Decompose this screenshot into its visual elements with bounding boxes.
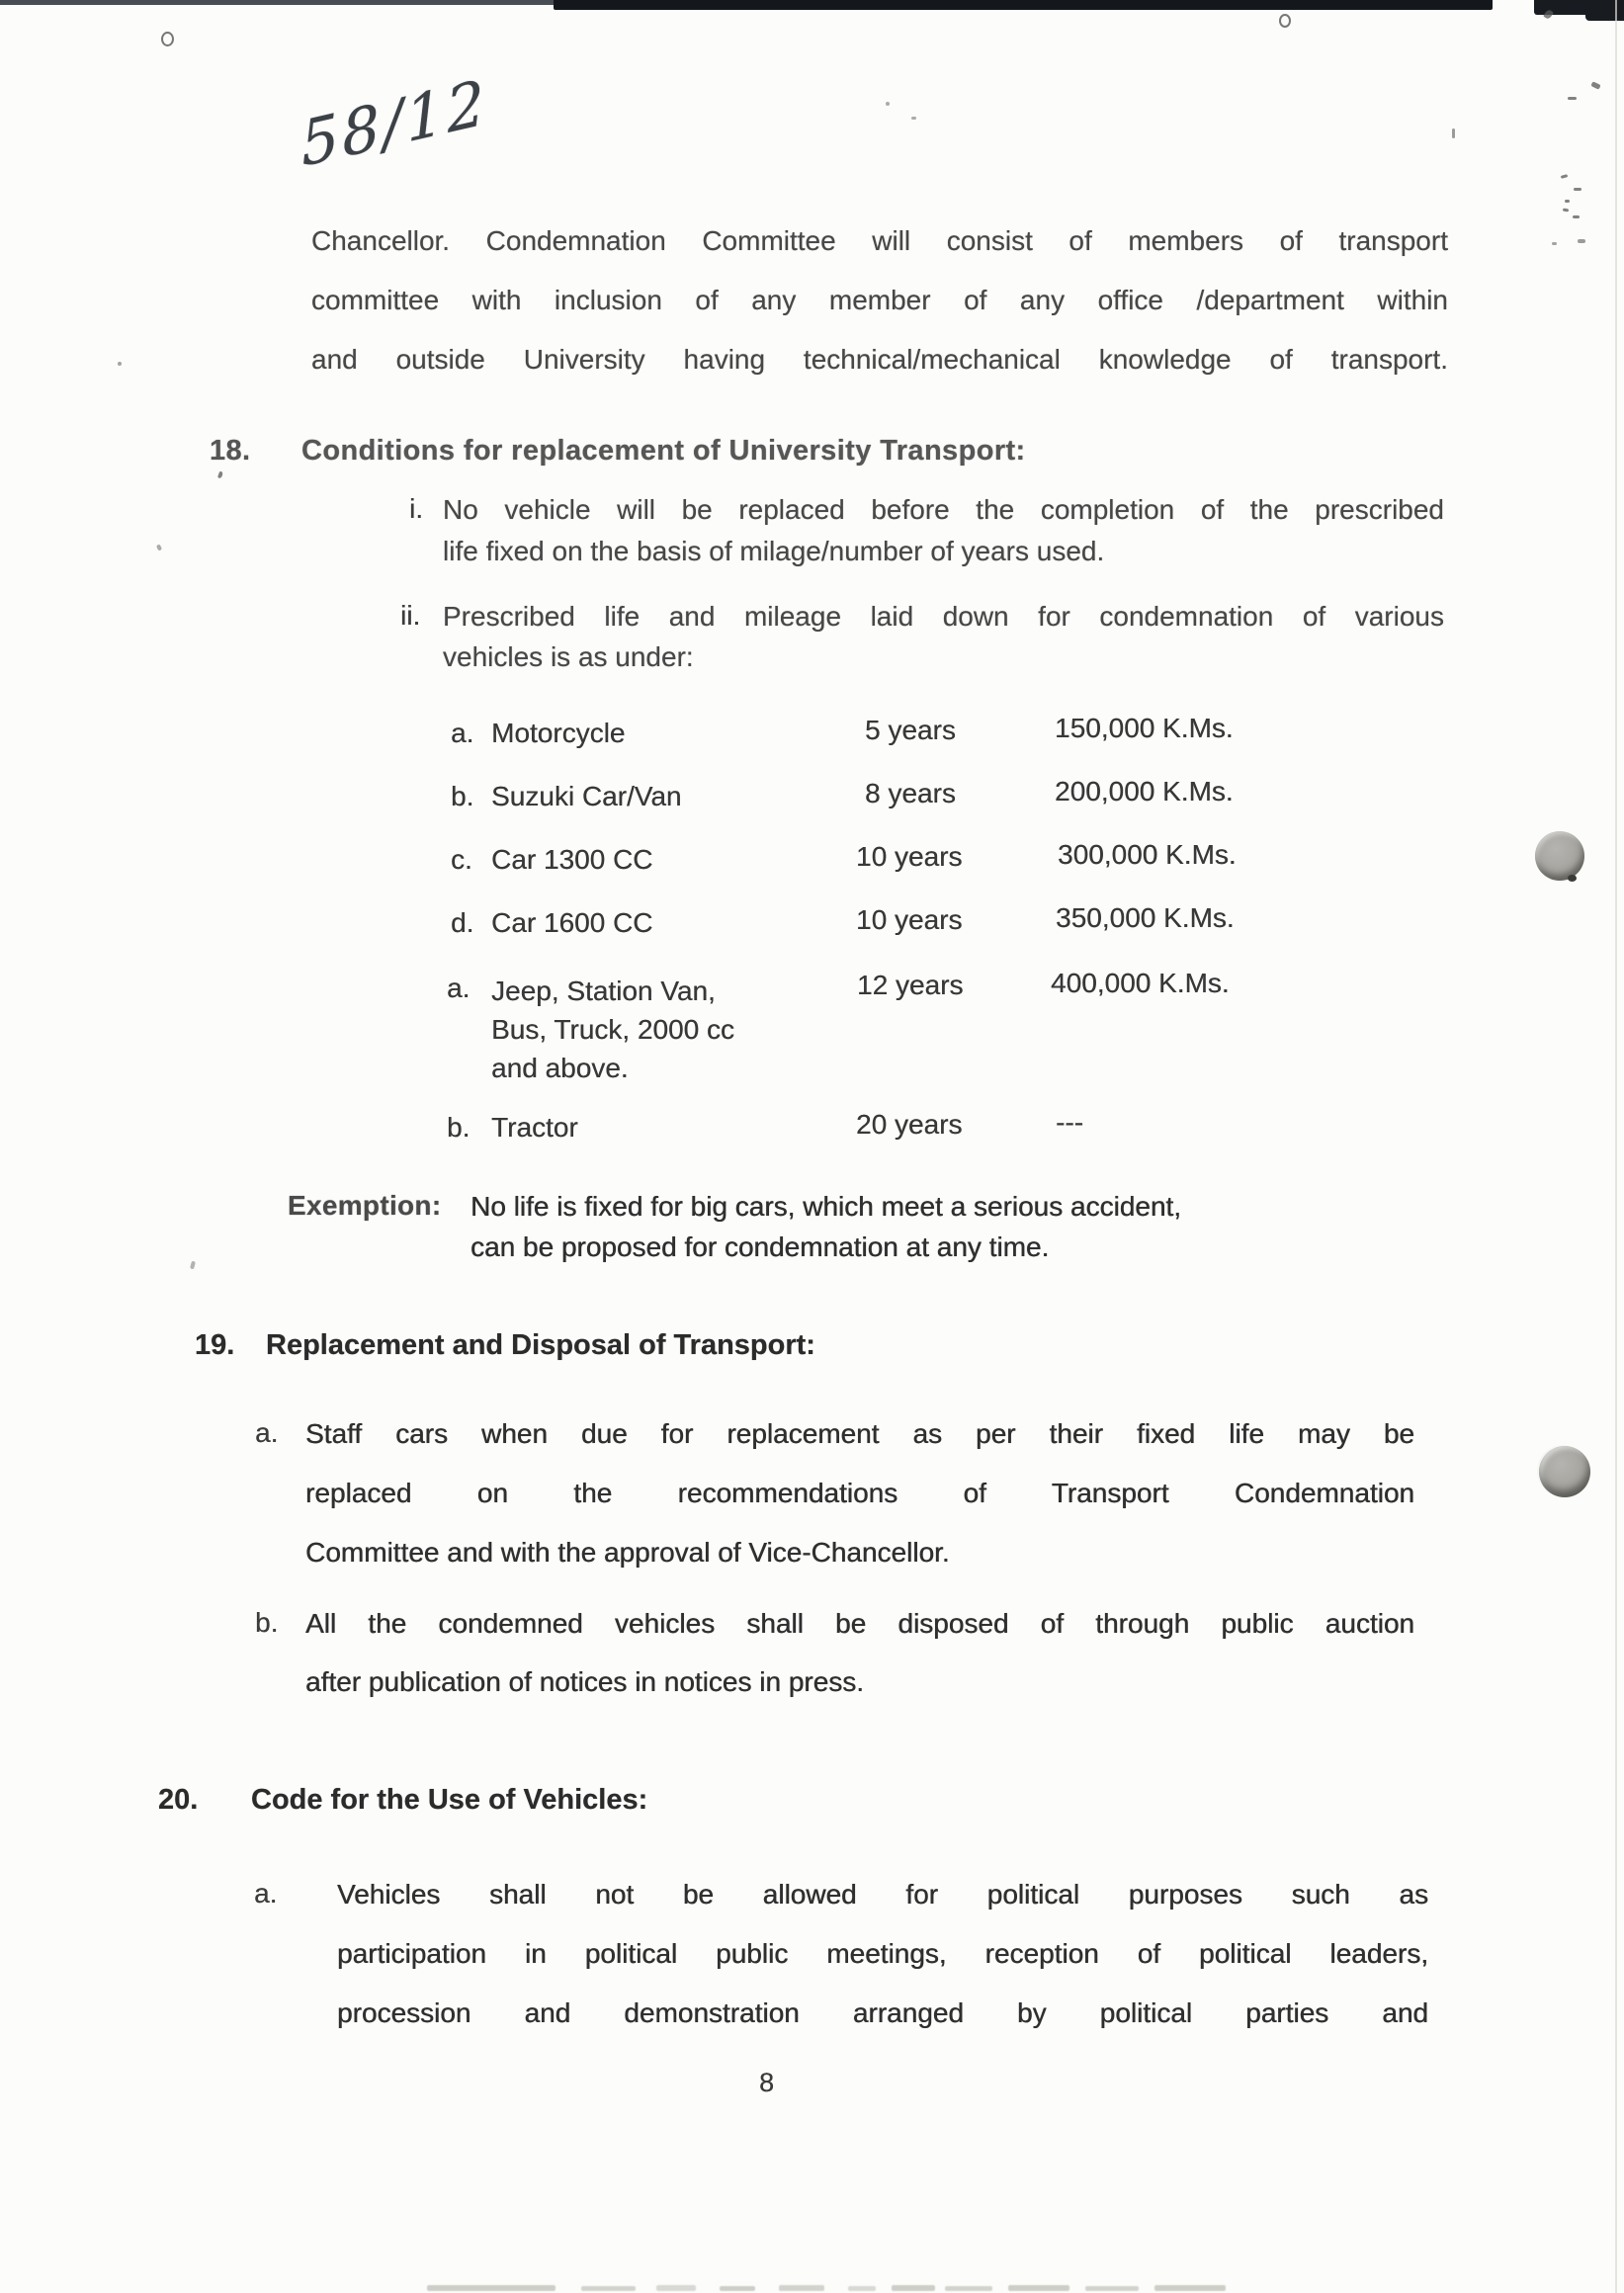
vehicle-name: Car 1600 CC: [491, 907, 653, 938]
exemption-label: Exemption:: [288, 1190, 442, 1221]
scan-speck: [911, 117, 916, 120]
scan-speck: [1574, 188, 1581, 191]
vehicle-name: [491, 972, 734, 1087]
list-item-line: Staff cars when due for replacement as per their fixed life may be: [305, 1418, 1414, 1449]
intro-line: and outside University having technical/mechanical knowledge of transport.: [311, 344, 1448, 375]
list-item-marker-a: a.: [255, 1417, 279, 1448]
vehicle-mileage: ---: [1056, 1107, 1083, 1138]
vehicle-name: Tractor: [491, 1112, 578, 1143]
section-20-title: Code for the Use of Vehicles:: [251, 1784, 648, 1816]
vehicle-label: d.: [451, 907, 474, 938]
vehicle-life: 12 years: [857, 970, 964, 1000]
vehicle-label: a.: [451, 718, 474, 748]
vehicle-name-line: Jeep, Station Van,: [491, 976, 716, 1006]
section-19-title: Replacement and Disposal of Transport:: [266, 1329, 815, 1361]
intro-line: Chancellor. Condemnation Committee will consist of members of transport: [311, 225, 1448, 256]
scan-speck: [1552, 242, 1557, 245]
section-19-number: 19.: [195, 1329, 235, 1361]
vehicle-label: a.: [447, 973, 470, 1003]
section-18-number: 18.: [210, 435, 251, 467]
scan-speck: [118, 362, 122, 366]
list-item-line: No vehicle will be replaced before the completion of the prescribed: [443, 494, 1444, 525]
intro-line: committee with inclusion of any member of any office /department within: [311, 285, 1448, 315]
list-item-line: procession and demonstration arranged by political parties and: [337, 1997, 1428, 2028]
vehicle-life: 20 years: [856, 1109, 963, 1140]
list-item-line: vehicles is as under:: [443, 641, 694, 672]
vehicle-name-line: Bus, Truck, 2000 cc: [491, 1014, 734, 1045]
scan-speck: [1578, 239, 1585, 243]
scan-speck: [1568, 97, 1577, 100]
scan-speck: [1561, 174, 1569, 179]
vehicle-life: 5 years: [865, 715, 956, 745]
punch-hole-notch: [1568, 875, 1577, 882]
list-item-marker-ii: ii.: [400, 600, 421, 631]
list-item-marker-a: a.: [254, 1878, 278, 1909]
vehicle-label: c.: [451, 844, 472, 875]
section-18-title: Conditions for replacement of University Transport:: [301, 435, 1026, 467]
list-item-marker-b: b.: [255, 1607, 279, 1638]
top-scan-band-corner-tail: [1585, 0, 1624, 21]
scan-speck: [1563, 209, 1569, 212]
page-edge-line: [1615, 0, 1617, 2293]
vehicle-life: 8 years: [865, 778, 956, 808]
vehicle-label: b.: [451, 781, 474, 811]
list-item-line: All the condemned vehicles shall be disposed of through public auction: [305, 1608, 1414, 1639]
scan-speck: [190, 1261, 196, 1270]
scan-speck: [886, 102, 890, 106]
top-scan-band-mid: [554, 0, 1493, 10]
vehicle-name-line: and above.: [491, 1053, 629, 1083]
handwritten-note: 58/12: [298, 64, 490, 182]
vehicle-mileage: 400,000 K.Ms.: [1051, 968, 1230, 998]
scan-speck: [156, 544, 162, 551]
scan-speck: [1590, 81, 1600, 89]
scan-speck: [1573, 215, 1580, 218]
vehicle-mileage: 300,000 K.Ms.: [1058, 839, 1237, 870]
vehicle-mileage: 350,000 K.Ms.: [1056, 902, 1235, 933]
scan-speck: [1279, 14, 1291, 28]
scan-speck: [1452, 128, 1455, 138]
list-item-line: after publication of notices in notices in press.: [305, 1666, 864, 1697]
vehicle-mileage: 150,000 K.Ms.: [1055, 713, 1234, 743]
vehicle-life: 10 years: [856, 841, 963, 872]
punch-hole: [1539, 1446, 1590, 1497]
list-item-line: replaced on the recommendations of Transport Condemnation: [305, 1478, 1414, 1508]
list-item-marker-i: i.: [409, 493, 423, 524]
list-item-line: Committee and with the approval of Vice-Chancellor.: [305, 1537, 950, 1568]
vehicle-name: Suzuki Car/Van: [491, 781, 682, 811]
page-number: 8: [759, 2068, 775, 2097]
vehicle-name: Motorcycle: [491, 718, 626, 748]
section-20-number: 20.: [158, 1784, 199, 1816]
list-item-line: life fixed on the basis of milage/number of years used.: [443, 536, 1105, 566]
exemption-line: No life is fixed for big cars, which meet a serious accident,: [470, 1191, 1181, 1222]
list-item-line: Prescribed life and mileage laid down for condemnation of various: [443, 601, 1444, 632]
punch-hole: [1535, 831, 1584, 881]
scan-speck: [217, 471, 223, 479]
scan-speck: [1565, 200, 1570, 203]
exemption-line: can be proposed for condemnation at any time.: [470, 1231, 1050, 1262]
vehicle-life: 10 years: [856, 904, 963, 935]
list-item-line: participation in political public meetings, reception of political leaders,: [337, 1938, 1428, 1969]
vehicle-label: b.: [447, 1112, 470, 1143]
list-item-line: Vehicles shall not be allowed for political purposes such as: [337, 1879, 1428, 1910]
scan-speck: [161, 32, 174, 46]
vehicle-mileage: 200,000 K.Ms.: [1055, 776, 1234, 807]
vehicle-name: Car 1300 CC: [491, 844, 653, 875]
